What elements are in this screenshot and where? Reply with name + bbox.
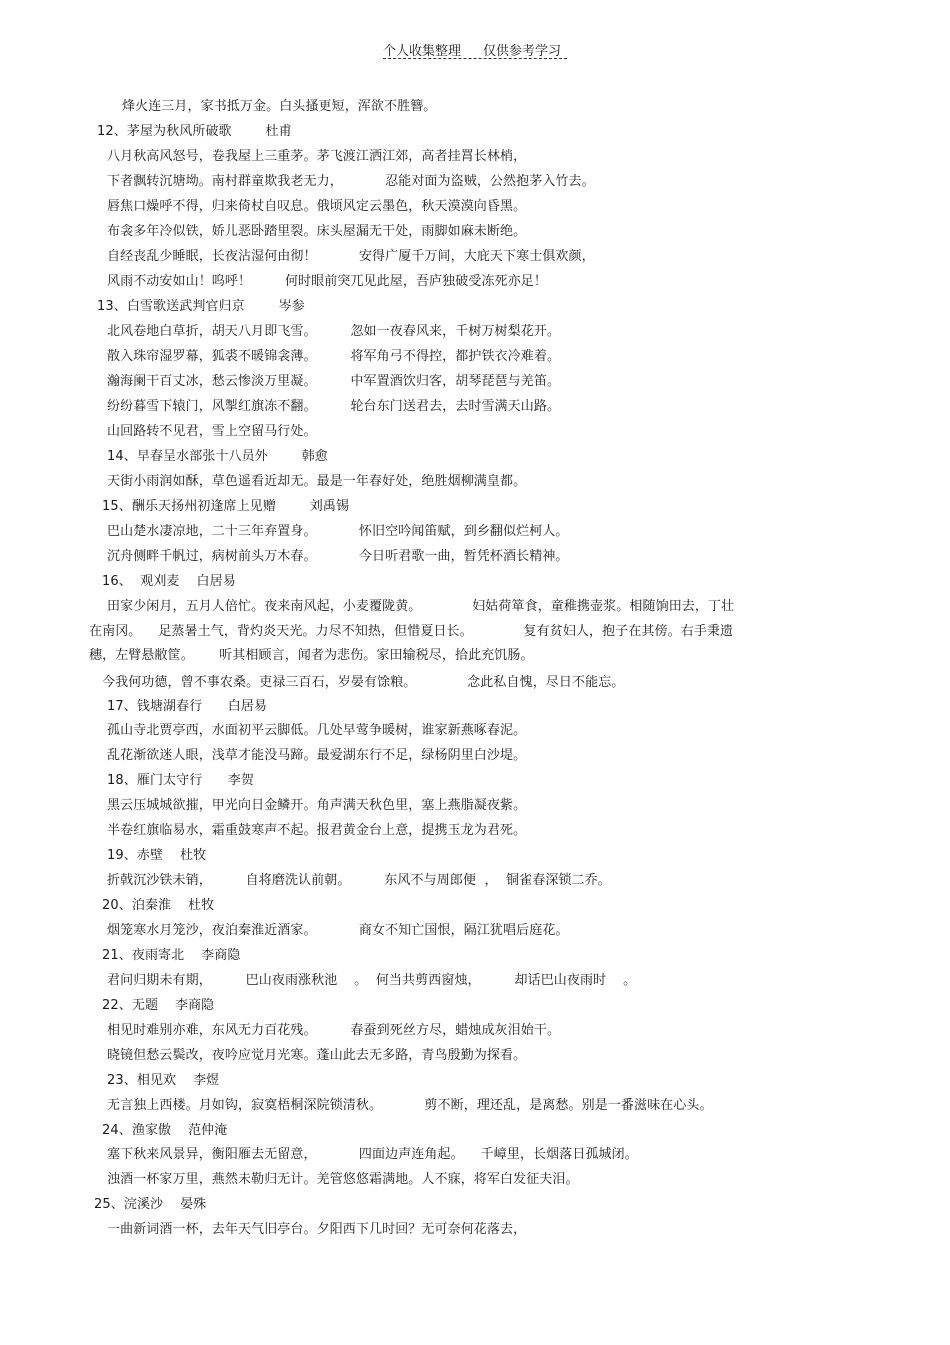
- poem-line: 无言独上西楼。月如钩，寂寞梧桐深院锁清秋。 剪不断，理还乱，是离愁。别是一番滋味在心头。: [107, 1098, 713, 1113]
- poem-title: 17、钱塘湖春行 白居易: [107, 699, 268, 714]
- poem-title: 12、茅屋为秋风所破歌 杜甫: [97, 124, 292, 139]
- poem-title: 20、泊秦淮 杜牧: [102, 898, 215, 913]
- poem-line: 在南冈。 足蒸暑土气，背灼炎天光。力尽不知热，但惜夏日长。 复有贫妇人，抱子在其傍。右手秉遗: [89, 624, 734, 639]
- poem-line: 半卷红旗临易水，霜重鼓寒声不起。报君黄金台上意，提携玉龙为君死。: [107, 823, 527, 838]
- poem-line: 天街小雨润如酥，草色遥看近却无。最是一年春好处，绝胜烟柳满皇都。: [107, 474, 527, 489]
- poem-title: 14、早春呈水部张十八员外 韩愈: [107, 449, 328, 464]
- poem-line: 折戟沉沙铁未销， 自将磨洗认前朝。 东风不与周郎便 ， 铜雀春深锁二乔。: [107, 873, 611, 888]
- poem-line: 下者飘转沉塘坳。南村群童欺我老无力， 忍能对面为盗贼，公然抱茅入竹去。: [107, 174, 595, 189]
- poem-line: 八月秋高风怒号，卷我屋上三重茅。茅飞渡江洒江郊，高者挂罥长林梢，: [107, 149, 527, 164]
- poem-line: 唇焦口燥呼不得，归来倚杖自叹息。俄顷风定云墨色，秋天漠漠向昏黑。: [107, 199, 527, 214]
- poem-line: 穗，左臂悬敝筐。 听其相顾言，闻者为悲伤。家田输税尽，拾此充饥肠。: [89, 648, 534, 663]
- page-header: [383, 40, 567, 60]
- poem-line: 烟笼寒水月笼沙，夜泊秦淮近酒家。 商女不知亡国恨，隔江犹唱后庭花。: [107, 923, 569, 938]
- poem-line: 烽火连三月，家书抵万金。白头搔更短，浑欲不胜簪。: [122, 99, 437, 114]
- poem-line: 山回路转不见君，雪上空留马行处。: [107, 424, 317, 439]
- poem-title: 18、雁门太守行 李贺: [107, 773, 254, 788]
- poem-line: 沉舟侧畔千帆过，病树前头万木春。 今日听君歌一曲，暂凭杯酒长精神。: [107, 549, 569, 564]
- poem-line: 塞下秋来风景异，衡阳雁去无留意， 四面边声连角起。 千嶂里，长烟落日孤城闭。: [107, 1147, 638, 1162]
- poem-title: 23、相见欢 李煜: [107, 1073, 220, 1088]
- poem-title: 22、无题 李商隐: [102, 998, 215, 1013]
- poem-line: 黑云压城城欲摧，甲光向日金鳞开。角声满天秋色里，塞上燕脂凝夜紫。: [107, 798, 527, 813]
- header-underline: [383, 58, 567, 59]
- poem-line: 散入珠帘湿罗幕，狐裘不暖锦衾薄。 将军角弓不得控，都护铁衣冷难着。: [107, 349, 561, 364]
- header-left-text: 个人收集整理: [383, 44, 462, 59]
- poem-title: 25、浣溪沙 晏殊: [94, 1197, 207, 1212]
- poem-line: 相见时难别亦难，东风无力百花残。 春蚕到死丝方尽，蜡烛成灰泪始干。: [107, 1023, 561, 1038]
- poem-title: 16、 观刈麦 白居易: [102, 574, 236, 589]
- poem-title: 24、渔家傲 范仲淹: [102, 1123, 228, 1138]
- poem-line: 自经丧乱少睡眠，长夜沾湿何由彻！ 安得广厦千万间，大庇天下寒士俱欢颜，: [107, 249, 595, 264]
- poem-line: 田家少闲月，五月人倍忙。夜来南风起，小麦覆陇黄。 妇姑荷箪食，童稚携壶浆。相随饷田去，丁壮: [107, 599, 735, 614]
- poem-title: 21、夜雨寄北 李商隐: [102, 948, 241, 963]
- poem-title: 19、赤壁 杜牧: [107, 848, 207, 863]
- poem-line: 今我何功德，曾不事农桑。吏禄三百石，岁晏有馀粮。 念此私自愧，尽日不能忘。: [102, 675, 625, 690]
- poem-line: 风雨不动安如山！呜呼！ 何时眼前突兀见此屋，吾庐独破受冻死亦足！: [107, 274, 547, 289]
- poem-line: 一曲新词酒一杯，去年天气旧亭台。夕阳西下几时回？无可奈何花落去，: [107, 1222, 527, 1237]
- poem-line: 君问归期未有期， 巴山夜雨涨秋池 。 何当共剪西窗烛， 却话巴山夜雨时 。: [107, 973, 637, 988]
- poem-line: 晓镜但愁云鬓改，夜吟应觉月光寒。蓬山此去无多路，青鸟殷勤为探看。: [107, 1048, 527, 1063]
- poem-title: 15、酬乐天扬州初逢席上见赠 刘禹锡: [102, 499, 350, 514]
- poem-line: 北风卷地白草折，胡天八月即飞雪。 忽如一夜春风来，千树万树梨花开。: [107, 324, 561, 339]
- poem-title: 13、白雪歌送武判官归京 岑参: [97, 299, 305, 314]
- poem-line: 孤山寺北贾亭西，水面初平云脚低。几处早莺争暖树，谁家新燕啄春泥。: [107, 723, 527, 738]
- poem-line: 巴山楚水凄凉地，二十三年弃置身。 怀旧空吟闻笛赋，到乡翻似烂柯人。: [107, 524, 569, 539]
- poem-line: 浊酒一杯家万里，燕然未勒归无计。羌管悠悠霜满地。人不寐，将军白发征夫泪。: [107, 1172, 579, 1187]
- poem-line: 乱花渐欲迷人眼，浅草才能没马蹄。最爱湖东行不足，绿杨阴里白沙堤。: [107, 748, 527, 763]
- poem-line: 布衾多年冷似铁，娇儿恶卧踏里裂。床头屋漏无干处，雨脚如麻未断绝。: [107, 224, 527, 239]
- poem-line: 纷纷暮雪下辕门，风掣红旗冻不翻。 轮台东门送君去，去时雪满天山路。: [107, 399, 561, 414]
- poem-line: 瀚海阑干百丈冰，愁云惨淡万里凝。 中军置酒饮归客，胡琴琵琶与羌笛。: [107, 374, 561, 389]
- header-right-text: 仅供参考学习: [483, 44, 562, 59]
